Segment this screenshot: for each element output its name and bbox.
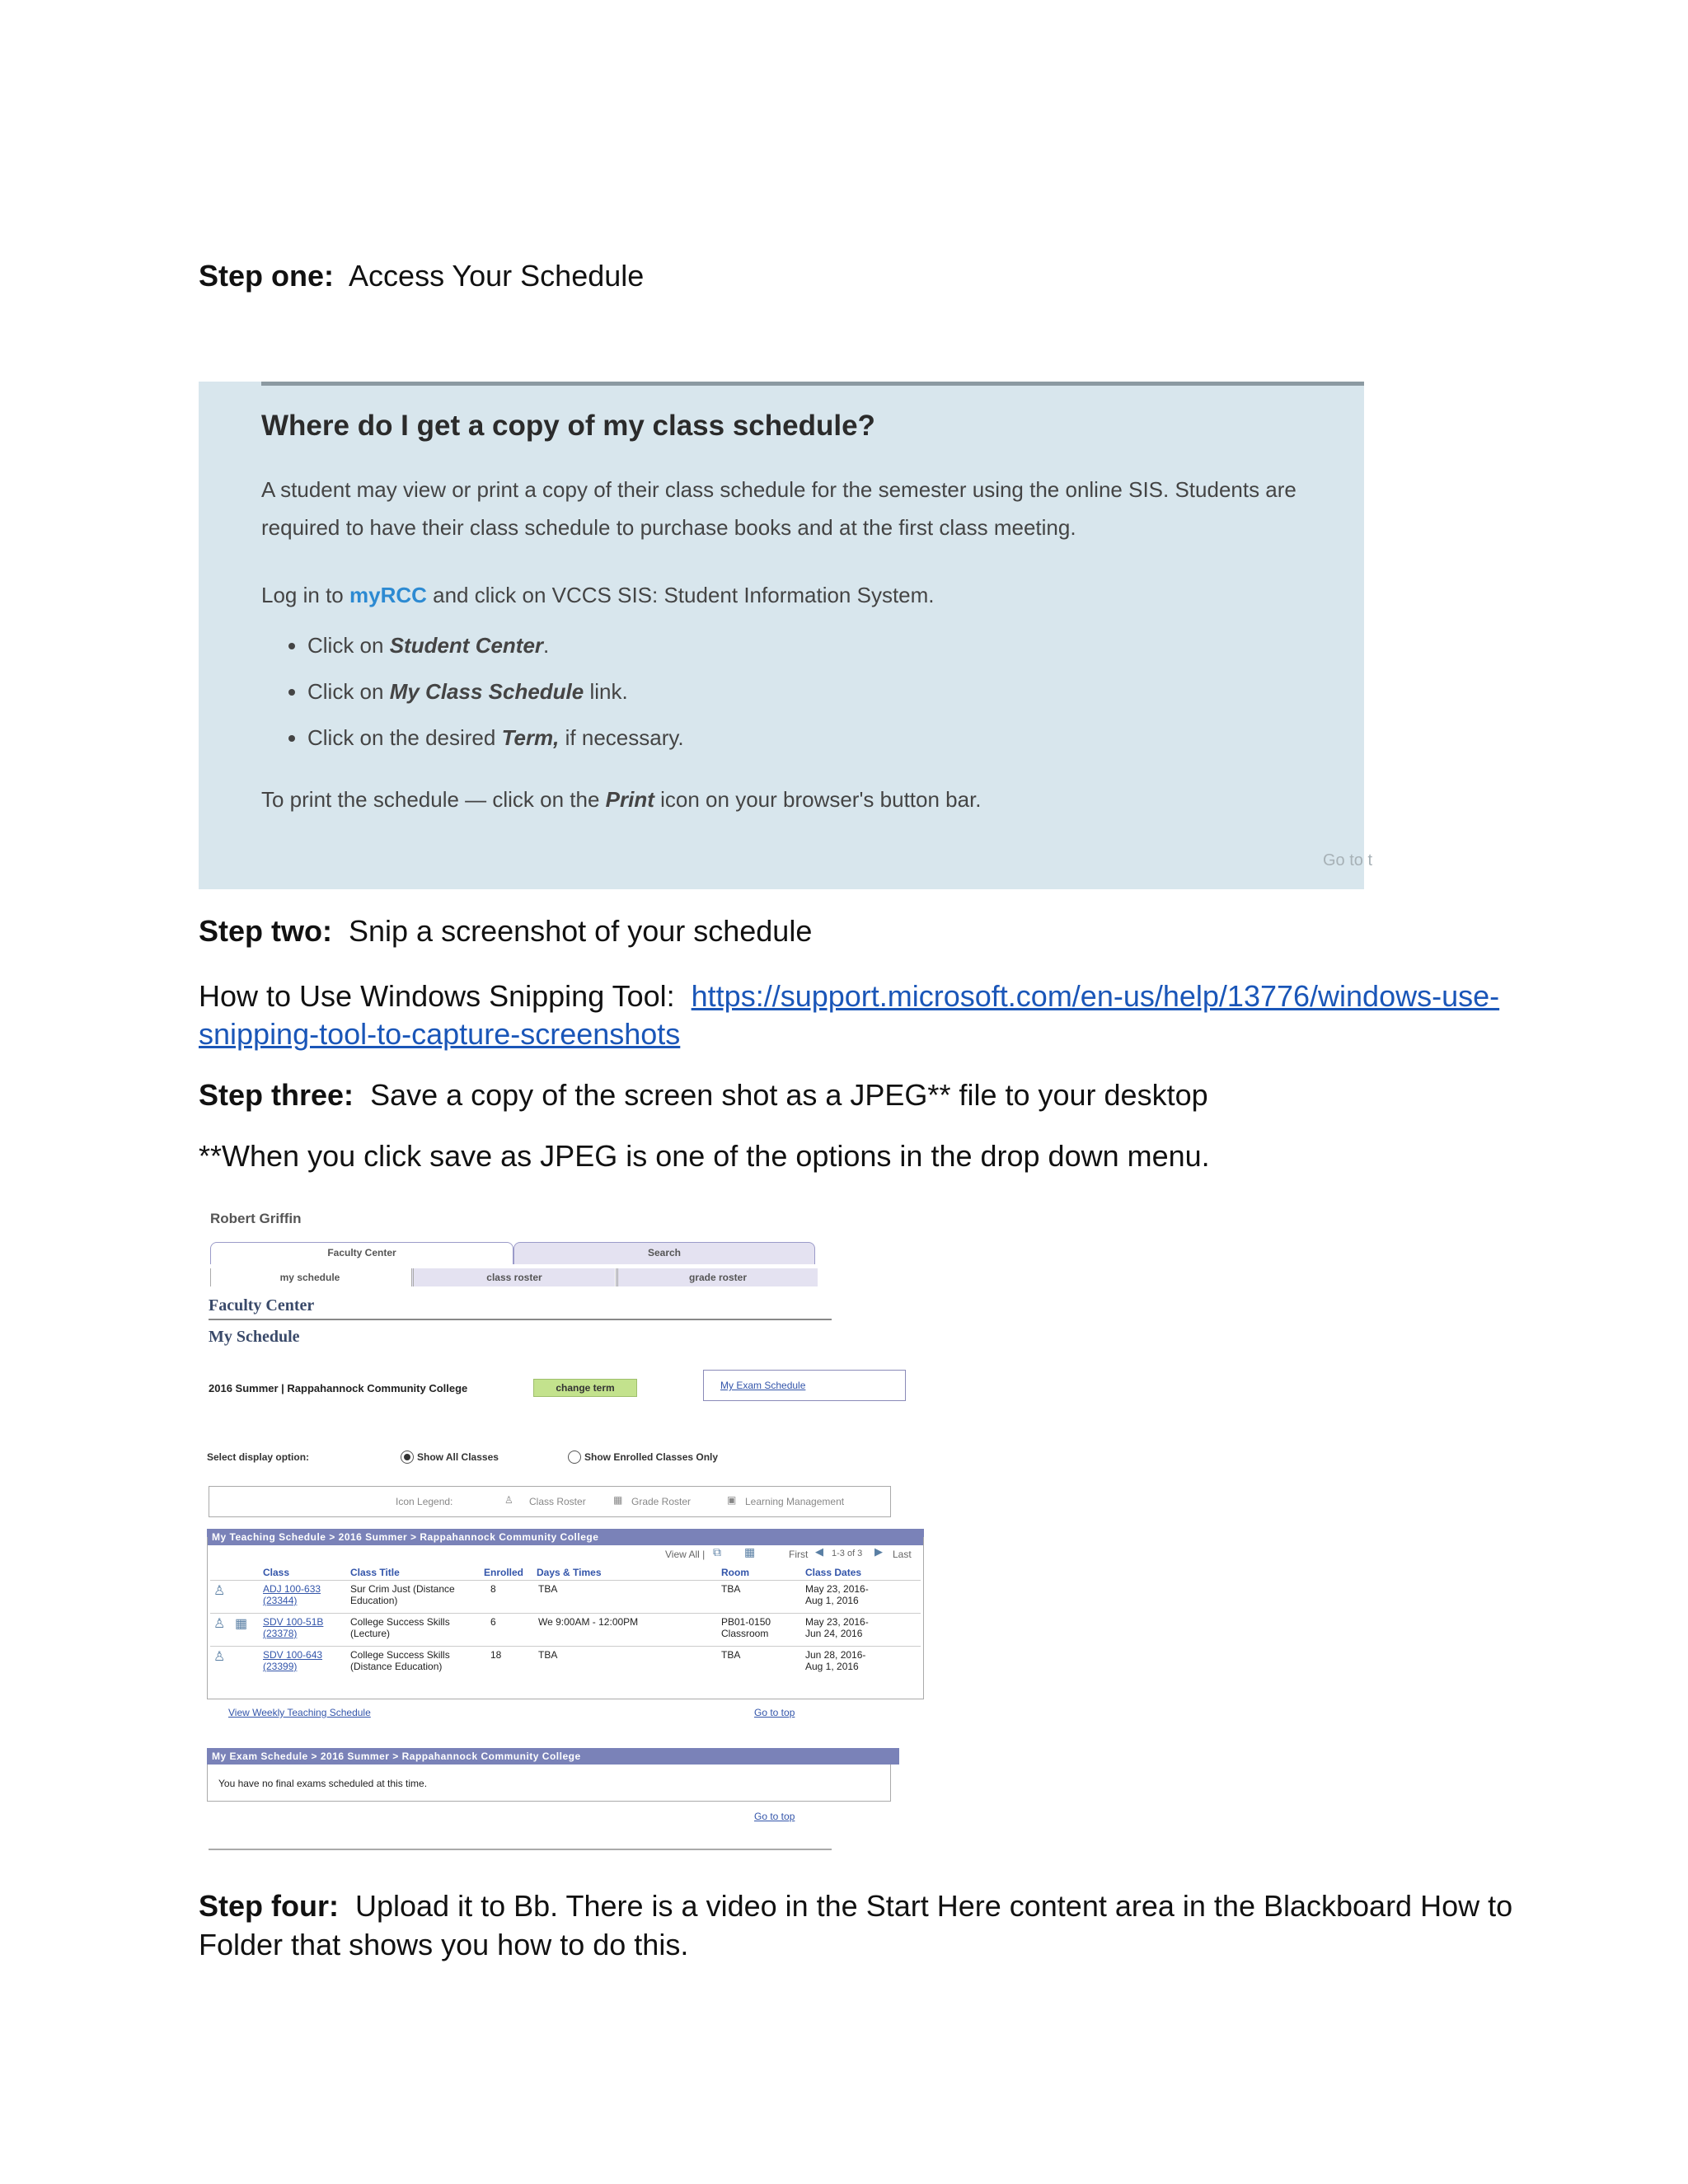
show-all-classes-label: Show All Classes [417, 1451, 499, 1463]
grade-roster-icon[interactable]: ▦ [235, 1617, 248, 1631]
exam-message: You have no final exams scheduled at this time. [218, 1778, 428, 1789]
col-class-dates: Class Dates [805, 1567, 862, 1578]
class-dates: May 23, 2016- [805, 1616, 869, 1628]
col-enrolled: Enrolled [484, 1567, 524, 1578]
learning-management-icon: ▣ [727, 1494, 737, 1506]
class-number-link[interactable]: (23344) [263, 1595, 298, 1606]
faq-step-post: link. [584, 679, 628, 704]
faq-title: Where do I get a copy of my class schedule? [261, 410, 875, 442]
faq-step-item [307, 629, 684, 675]
table-row [210, 1647, 921, 1677]
main-tabs [210, 1242, 815, 1263]
class-dates-2: Aug 1, 2016 [805, 1595, 859, 1606]
room: TBA [721, 1649, 741, 1661]
enrolled-count: 6 [490, 1616, 496, 1628]
display-option-label: Select display option: [207, 1451, 310, 1463]
class-title: College Success Skills [350, 1616, 450, 1628]
faq-step-em: Term, [501, 725, 560, 750]
row-divider [210, 1613, 921, 1614]
step-one-label: Step one: [199, 259, 335, 293]
download-grid-icon[interactable]: ▦ [744, 1545, 756, 1558]
sub-tabs [210, 1268, 815, 1286]
faq-step-post: if necessary. [559, 725, 684, 750]
faq-step-em: My Class Schedule [389, 679, 584, 704]
col-days-times: Days & Times [537, 1567, 602, 1578]
col-class-title: Class Title [350, 1567, 400, 1578]
myrcc-link[interactable]: myRCC [349, 583, 427, 607]
howto-line1 [199, 977, 1499, 1015]
days-times: We 9:00AM - 12:00PM [538, 1616, 639, 1628]
subtab-grade-roster[interactable]: grade roster [616, 1268, 818, 1286]
room: PB01-0150 [721, 1616, 771, 1628]
step-four-label: Step four: [199, 1889, 339, 1923]
step-three-label: Step three: [199, 1078, 354, 1112]
row-divider [210, 1646, 921, 1647]
class-dates: May 23, 2016- [805, 1583, 869, 1595]
class-dates-2: Aug 1, 2016 [805, 1661, 859, 1672]
room-2: Classroom [721, 1628, 769, 1639]
show-enrolled-label: Show Enrolled Classes Only [584, 1451, 719, 1463]
faq-steps-list [278, 629, 684, 767]
faq-screenshot [199, 382, 1372, 889]
days-times: TBA [538, 1583, 558, 1595]
legend-learning-management: Learning Management [745, 1496, 845, 1507]
tab-faculty-center[interactable]: Faculty Center [210, 1242, 513, 1264]
faq-top-rule [261, 382, 1364, 386]
faq-step-item [307, 675, 684, 721]
step-three-text: Save a copy of the screen shot as a JPEG** file to your desktop [370, 1078, 1208, 1112]
schedule-screenshot [199, 1199, 924, 1867]
faq-login-pre: Log in to [261, 583, 349, 607]
heading-divider [209, 1319, 832, 1320]
class-title-2: (Distance Education) [350, 1661, 443, 1672]
exam-schedule-bar: My Exam Schedule > 2016 Summer > Rappahannock Community College [207, 1748, 899, 1765]
legend-grade-roster: Grade Roster [631, 1496, 692, 1507]
faq-print-line [261, 780, 982, 818]
faculty-center-heading: Faculty Center [209, 1296, 315, 1315]
step-two [199, 912, 812, 950]
header-divider [210, 1580, 921, 1581]
faq-print-pre: To print the schedule — click on the [261, 787, 606, 812]
my-schedule-heading: My Schedule [209, 1328, 300, 1346]
faq-step-pre: Click on [307, 679, 390, 704]
step-four-line1 [199, 1887, 1512, 1925]
enrolled-count: 18 [490, 1649, 502, 1661]
howto-text: How to Use Windows Snipping Tool: [199, 979, 675, 1013]
term-label: 2016 Summer | Rappahannock Community College [209, 1382, 468, 1394]
table-row [210, 1582, 921, 1611]
table-row [210, 1615, 921, 1644]
jpeg-note: **When you click save as JPEG is one of the options in the drop down menu. [199, 1139, 1210, 1173]
faq-step-em: Student Center [389, 633, 544, 658]
faq-print-em: Print [605, 787, 654, 812]
tab-search[interactable]: Search [513, 1242, 815, 1264]
go-to-top-link[interactable]: Go to top [754, 1707, 795, 1718]
previous-arrow-icon[interactable]: ◀ [815, 1545, 823, 1558]
class-roster-icon[interactable]: ♙ [213, 1584, 226, 1598]
col-room: Room [721, 1567, 749, 1578]
faq-step-post: . [543, 633, 550, 658]
class-roster-icon[interactable]: ♙ [213, 1617, 226, 1631]
class-roster-icon[interactable]: ♙ [213, 1650, 226, 1664]
faq-para-line1: A student may view or print a copy of their class schedule for the semester using the online SIS. Students are [261, 477, 1296, 502]
weekly-schedule-link[interactable]: View Weekly Teaching Schedule [228, 1707, 371, 1718]
faq-step-pre: Click on the desired [307, 725, 502, 750]
class-title-2: (Lecture) [350, 1628, 391, 1639]
change-term-button[interactable]: change term [533, 1379, 637, 1397]
step-two-label: Step two: [199, 914, 332, 948]
step-four-text: Upload it to Bb. There is a video in the Start Here content area in the Blackboard How to [355, 1889, 1513, 1923]
my-exam-schedule-link[interactable]: My Exam Schedule [720, 1380, 806, 1391]
show-enrolled-radio[interactable] [568, 1451, 581, 1464]
class-link[interactable]: ADJ 100-633 [263, 1583, 321, 1595]
legend-class-roster: Class Roster [529, 1496, 586, 1507]
legend-label: Icon Legend: [396, 1496, 453, 1507]
grade-roster-icon: ▦ [613, 1494, 623, 1506]
subtab-my-schedule[interactable]: my schedule [210, 1268, 409, 1286]
bottom-divider [209, 1849, 832, 1850]
class-dates: Jun 28, 2016- [805, 1649, 866, 1661]
faq-step-pre: Click on [307, 633, 390, 658]
grid-count: 1-3 of 3 [832, 1549, 863, 1558]
user-name: Robert Griffin [210, 1211, 302, 1226]
faq-para-line2: required to have their class schedule to purchase books and at the first class meeting. [261, 515, 1076, 540]
next-arrow-icon[interactable]: ▶ [874, 1545, 883, 1558]
teaching-schedule-bar: My Teaching Schedule > 2016 Summer > Rappahannock Community College [207, 1529, 924, 1545]
class-number-link[interactable]: (23399) [263, 1661, 298, 1672]
class-title: Sur Crim Just (Distance [350, 1583, 455, 1595]
icon-legend [209, 1486, 891, 1517]
class-title: College Success Skills [350, 1649, 450, 1661]
faq-goto-top-link[interactable]: Go to t [1322, 851, 1372, 869]
enrolled-count: 8 [490, 1583, 496, 1595]
subtab-class-roster[interactable]: class roster [411, 1268, 615, 1286]
step-four-line2: Folder that shows you how to do this. [199, 1928, 689, 1961]
class-roster-icon: ♙ [504, 1494, 513, 1506]
grid-last-label: Last [893, 1549, 912, 1560]
zoom-icon[interactable]: ⧉ [713, 1545, 721, 1558]
step-one-text: Access Your Schedule [349, 259, 645, 293]
class-dates-2: Jun 24, 2016 [805, 1628, 863, 1639]
step-three [199, 1076, 1208, 1114]
grid-first-label: First [789, 1549, 809, 1560]
class-link[interactable]: SDV 100-643 [263, 1649, 323, 1661]
faq-login-post: and click on VCCS SIS: Student Information System. [426, 583, 935, 607]
room: TBA [721, 1583, 741, 1595]
step-two-text: Snip a screenshot of your schedule [349, 914, 813, 948]
go-to-top-link-2[interactable]: Go to top [754, 1811, 795, 1822]
howto-line2 [199, 1015, 680, 1053]
step-one [199, 257, 644, 295]
class-title-2: Education) [350, 1595, 398, 1606]
exam-schedule-box [703, 1370, 906, 1401]
snipping-tool-url-part1[interactable]: https://support.microsoft.com/en-us/help/13776/windows-use- [691, 979, 1500, 1013]
days-times: TBA [538, 1649, 558, 1661]
faq-step-item [307, 721, 684, 767]
faq-print-post: icon on your browser's button bar. [654, 787, 982, 812]
show-all-classes-radio[interactable] [401, 1451, 414, 1464]
snipping-tool-url-part2[interactable]: snipping-tool-to-capture-screenshots [199, 1017, 681, 1051]
class-number-link[interactable]: (23378) [263, 1628, 298, 1639]
col-class: Class [263, 1567, 290, 1578]
faq-login-line [261, 576, 935, 614]
class-link[interactable]: SDV 100-51B [263, 1616, 324, 1628]
grid-view-all-link[interactable]: View All | [665, 1549, 706, 1560]
